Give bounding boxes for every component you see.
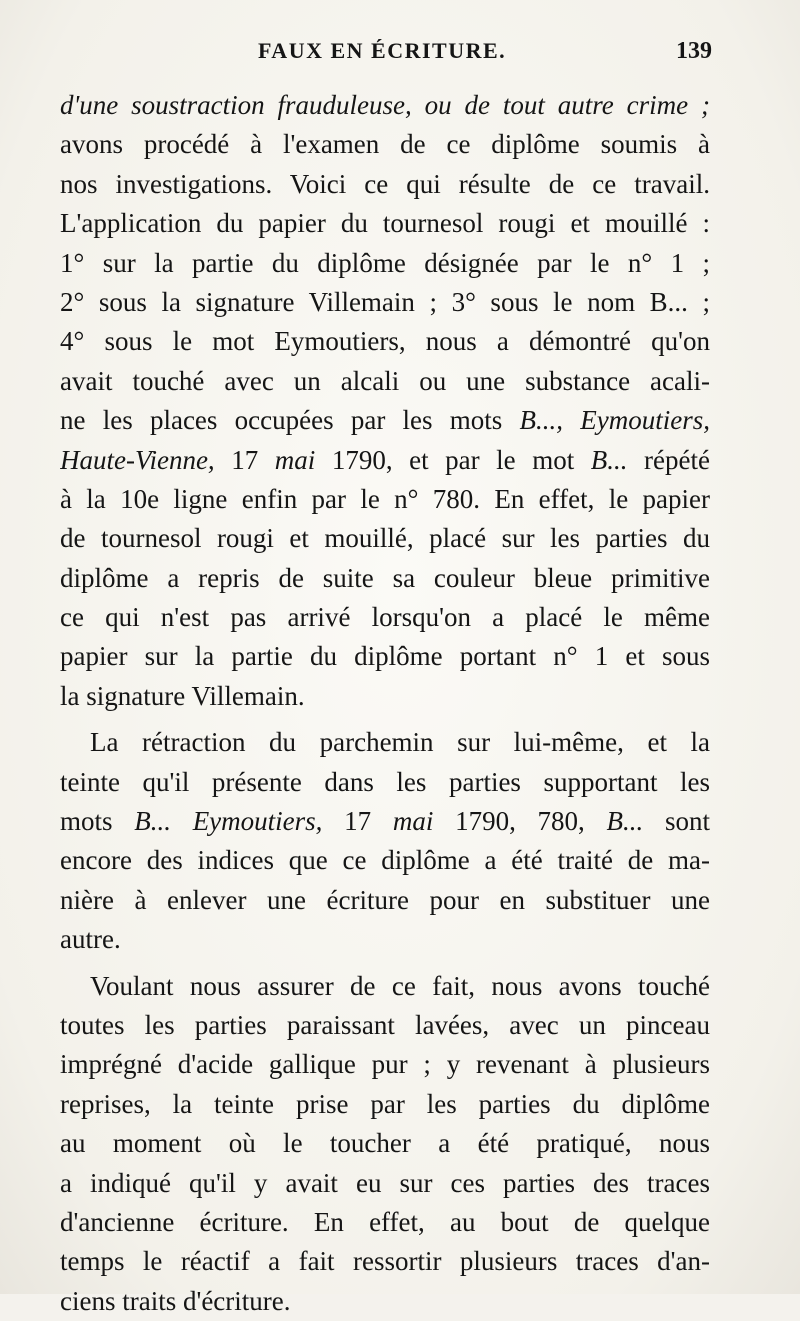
text-segment: imprégné d'acide gallique pur ; y revenant à plusieurs — [60, 1049, 710, 1080]
text-line — [60, 1164, 710, 1203]
page-number: 139 — [676, 38, 712, 64]
text-segment: mots — [60, 806, 135, 837]
italic-text: B... — [590, 444, 628, 475]
text-line — [60, 559, 710, 598]
text-segment: avait touché avec un alcali ou une substance acali- — [60, 365, 710, 396]
text-segment: d'ancienne écriture. En effet, au bout de quelque — [60, 1206, 710, 1237]
text-segment: temps le réactif a fait ressortir plusieurs traces d'an- — [60, 1246, 710, 1277]
text-line — [60, 598, 710, 637]
text-segment: 1790, et par le mot — [315, 444, 591, 475]
text-segment: avons procédé à l'examen de ce diplôme soumis à — [60, 129, 710, 160]
text-line — [60, 677, 710, 716]
text-segment: 1790, 780, — [433, 806, 607, 837]
text-segment: à la 10e ligne enfin par le n° 780. En effet, le papier — [60, 483, 710, 514]
text-segment: nos investigations. Voici ce qui résulte de ce travail. — [60, 168, 710, 199]
text-segment: papier sur la partie du diplôme portant n° 1 et sous — [60, 641, 710, 672]
text-segment: 1° sur la partie du diplôme désignée par le n° 1 ; — [60, 247, 710, 278]
text-line — [60, 967, 710, 1006]
text-line — [60, 362, 710, 401]
text-segment: 17 — [322, 806, 393, 837]
text-line — [60, 441, 710, 480]
text-segment: répété — [627, 444, 710, 475]
text-segment: sont — [643, 806, 710, 837]
text-segment: diplôme a repris de suite sa couleur bleue primitive — [60, 562, 710, 593]
text-line — [60, 723, 710, 762]
text-line — [60, 920, 710, 959]
text-line — [60, 244, 710, 283]
text-segment: reprises, la teinte prise par les parties du diplôme — [60, 1088, 710, 1119]
text-line — [60, 165, 710, 204]
text-segment: 2° sous la signature Villemain ; 3° sous le nom B... ; — [60, 286, 710, 317]
italic-text: Haute-Vienne, — [60, 444, 215, 475]
text-segment: la signature Villemain. — [60, 680, 305, 711]
text-line — [60, 1045, 710, 1084]
italic-text: B..., Eymoutiers, — [519, 405, 710, 436]
text-line — [60, 841, 710, 880]
text-segment: 17 — [214, 444, 275, 475]
text-segment: ciens traits d'écriture. — [60, 1285, 291, 1316]
italic-text: d'une soustraction frauduleuse, ou de tout autre crime ; — [60, 90, 710, 120]
italic-text: mai — [392, 806, 434, 837]
text-segment: toutes les parties paraissant lavées, avec un pinceau — [60, 1009, 710, 1040]
text-segment: au moment où le toucher a été pratiqué, nous — [60, 1128, 710, 1159]
italic-text: B... Eymoutiers, — [134, 806, 323, 837]
text-line — [60, 637, 710, 676]
text-line — [60, 480, 710, 519]
text-segment: nière à enlever une écriture pour en substituer une — [60, 884, 710, 915]
text-segment: Voulant nous assurer de ce fait, nous avons touché — [90, 970, 710, 1001]
text-segment: a indiqué qu'il y avait eu sur ces parties des traces — [60, 1167, 710, 1198]
text-line — [60, 1085, 710, 1124]
text-segment: 4° sous le mot Eymoutiers, nous a démontré qu'on — [60, 326, 710, 357]
text-segment: ce qui n'est pas arrivé lorsqu'on a placé le même — [60, 602, 710, 633]
text-line — [60, 86, 710, 125]
text-line — [60, 1242, 710, 1281]
text-segment: La rétraction du parchemin sur lui-même, et la — [90, 727, 710, 758]
text-line — [60, 881, 710, 920]
text-segment: de tournesol rougi et mouillé, placé sur les parties du — [60, 523, 710, 554]
running-title: FAUX EN ÉCRITURE. — [258, 38, 507, 63]
text-line — [60, 1124, 710, 1163]
text-segment: ne les places occupées par les mots — [60, 405, 520, 436]
text-line — [60, 1282, 710, 1321]
text-line — [60, 204, 710, 243]
text-line — [60, 322, 710, 361]
text-segment: autre. — [60, 924, 121, 955]
text-segment: L'application du papier du tournesol rougi et mouillé : — [60, 208, 710, 239]
page-header — [60, 36, 712, 76]
text-line — [60, 125, 710, 164]
text-line — [60, 519, 710, 558]
text-line — [60, 763, 710, 802]
text-line — [60, 1006, 710, 1045]
italic-text: B... — [606, 806, 644, 837]
text-line — [60, 401, 710, 440]
text-segment: teinte qu'il présente dans les parties supportant les — [60, 766, 710, 797]
italic-text: mai — [274, 444, 316, 475]
text-line — [60, 1203, 710, 1242]
text-line — [60, 283, 710, 322]
text-segment: encore des indices que ce diplôme a été traité de ma- — [60, 845, 710, 876]
text-line — [60, 802, 710, 841]
body-text — [60, 86, 710, 1321]
